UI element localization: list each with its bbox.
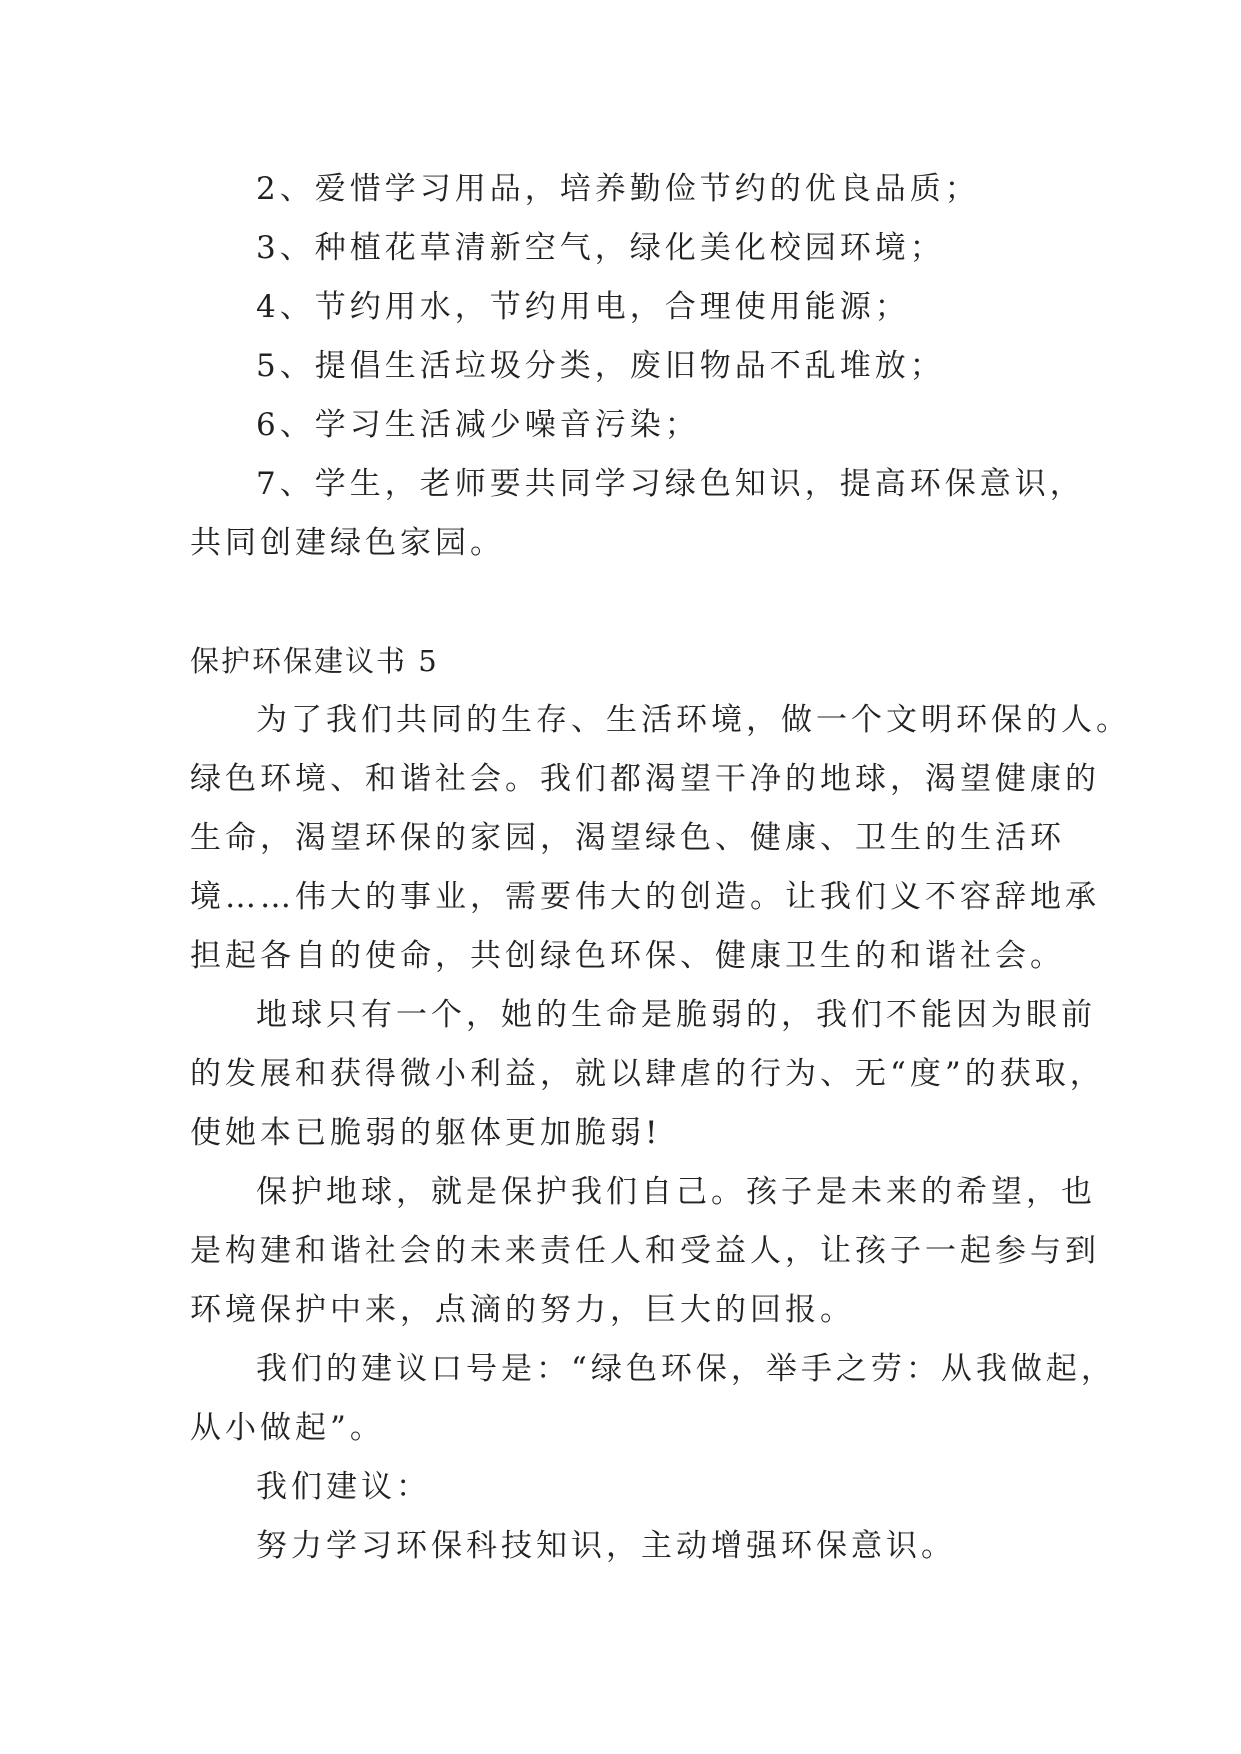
paragraph-line: 的发展和获得微小利益，就以肆虐的行为、无“度”的获取， xyxy=(190,1056,1105,1092)
list-item: 7、学生，老师要共同学习绿色知识，提高环保意识， xyxy=(256,466,1085,502)
paragraph-line: 为了我们共同的生存、生活环境，做一个文明环保的人。 xyxy=(256,702,1131,738)
section-spacer xyxy=(190,573,1070,632)
paragraph-line: 保护地球，就是保护我们自己。孩子是未来的希望，也 xyxy=(256,1174,1096,1210)
list-item: 3、种植花草清新空气，绿化美化校园环境； xyxy=(256,230,945,266)
paragraph-line: 是构建和谐社会的未来责任人和受益人，让孩子一起参与到 xyxy=(190,1233,1100,1269)
paragraph-line: 绿色环境、和谐社会。我们都渴望干净的地球，渴望健康的 xyxy=(190,761,1100,797)
paragraph-line: 生命，渴望环保的家园，渴望绿色、健康、卫生的生活环 xyxy=(190,820,1065,856)
paragraph-line: 使她本已脆弱的躯体更加脆弱! xyxy=(190,1115,662,1151)
paragraph-line: 境……伟大的事业，需要伟大的创造。让我们义不容辞地承 xyxy=(190,879,1100,915)
paragraph-line: 担起各自的使命，共创绿色环保、健康卫生的和谐社会。 xyxy=(190,938,1065,974)
document-body xyxy=(190,160,1131,1576)
paragraph-line: 从小做起”。 xyxy=(190,1410,385,1446)
list-item: 2、爱惜学习用品，培养勤俭节约的优良品质； xyxy=(256,171,980,207)
paragraph-line: 地球只有一个，她的生命是脆弱的，我们不能因为眼前 xyxy=(256,997,1096,1033)
list-item-continuation: 共同创建绿色家园。 xyxy=(190,525,505,561)
list-item: 6、学习生活减少噪音污染； xyxy=(256,407,700,443)
paragraph-line: 努力学习环保科技知识，主动增强环保意识。 xyxy=(256,1528,956,1564)
list-item: 5、提倡生活垃圾分类，废旧物品不乱堆放； xyxy=(256,348,945,384)
paragraph-line: 环境保护中来，点滴的努力，巨大的回报。 xyxy=(190,1292,855,1328)
list-item: 4、节约用水，节约用电，合理使用能源； xyxy=(256,289,910,325)
section-title: 保护环保建议书 5 xyxy=(190,644,439,678)
paragraph-line: 我们的建议口号是：“绿色环保，举手之劳：从我做起， xyxy=(256,1351,1116,1387)
paragraph-line: 我们建议： xyxy=(256,1469,431,1505)
